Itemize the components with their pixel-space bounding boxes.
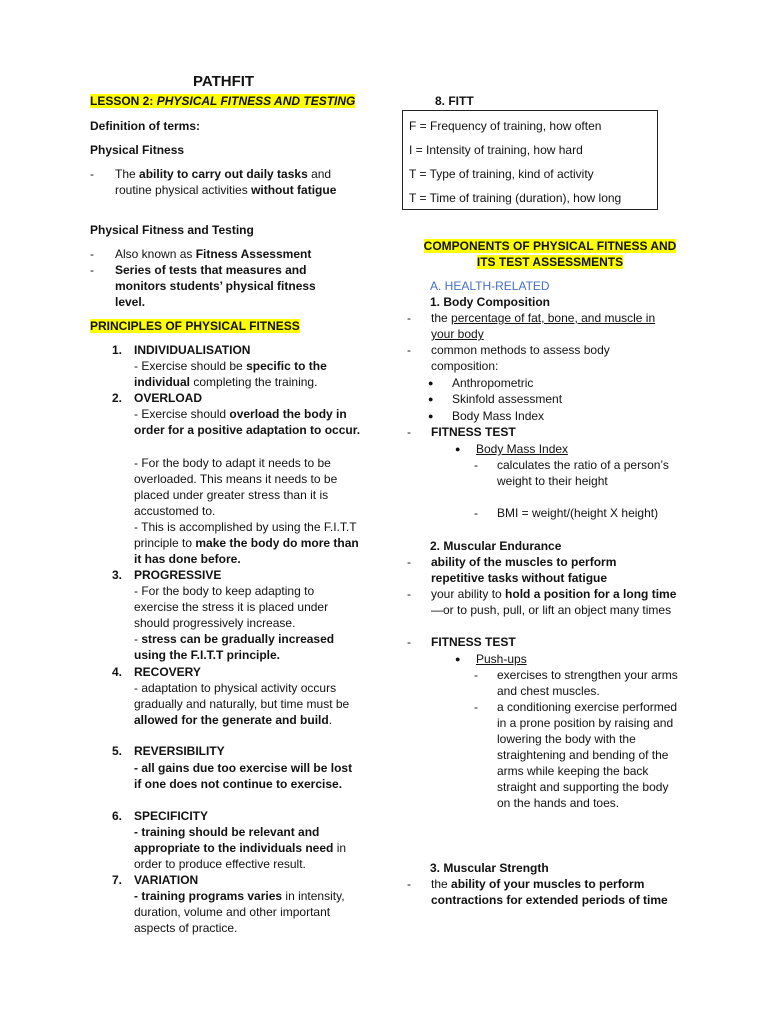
fitness-test-name: ● Push-ups	[455, 652, 527, 666]
muscular-endurance-title: 2. Muscular Endurance	[430, 539, 562, 553]
muscular-strength-definition: - the ability of your muscles to perform contractions for extended periods of time	[407, 877, 668, 907]
body-composition-title: 1. Body Composition	[430, 295, 550, 309]
dash: -	[474, 458, 478, 472]
fitt-heading: 8. FITT	[435, 94, 474, 108]
principle-text: - all gains due too exercise will be lost if one does not continue to exercise.	[134, 761, 353, 791]
method-item: ● Body Mass Index	[428, 409, 545, 423]
dash: -	[407, 343, 411, 357]
test-detail: - exercises to strengthen your arms and chest muscles.	[474, 668, 678, 698]
bullet-icon: ●	[428, 378, 434, 388]
test-detail: - BMI = weight/(height X height)	[474, 506, 659, 520]
principles-heading: PRINCIPLES OF PHYSICAL FITNESS	[90, 319, 300, 333]
fitt-line: F = Frequency of training, how often	[409, 119, 602, 133]
dash: -	[90, 263, 94, 277]
method-item: ● Skinfold assessment	[428, 392, 563, 406]
principle-text: - adaptation to physical activity occurs gradually and naturally, but time must be allowed for the generate and build.	[134, 681, 350, 727]
muscular-endurance-definition: - your ability to hold a position for a long time—or to push, pull, or lift an object many times	[407, 587, 677, 617]
page-title: PATHFIT	[193, 73, 255, 90]
principle-text: - stress can be gradually increased using the F.I.T.T principle.	[134, 632, 335, 662]
principle-item: 3. PROGRESSIVE	[112, 568, 222, 582]
bullet-icon: ●	[455, 654, 461, 664]
principle-text: - For the body to adapt it needs to be overloaded. This means it needs to be placed under greater stress than it is accustomed to.	[134, 456, 338, 518]
dash: -	[90, 167, 94, 181]
dash: -	[474, 668, 478, 682]
dash: -	[90, 247, 94, 261]
dash: -	[407, 635, 411, 649]
principle-item: 4. RECOVERY	[112, 665, 201, 679]
dash: -	[407, 555, 411, 569]
lesson-heading: LESSON 2: PHYSICAL FITNESS AND TESTING	[90, 94, 356, 108]
principle-text: - For the body to keep adapting to exercise the stress it is placed under should progressively increase.	[134, 584, 329, 630]
principle-text: - This is accomplished by using the F.I.T.T principle to make the body do more than it has done before.	[134, 520, 359, 566]
test-detail: - calculates the ratio of a person’s weight to their height	[474, 458, 669, 488]
principle-item: 5. REVERSIBILITY	[112, 744, 225, 758]
physical-fitness-heading: Physical Fitness	[90, 143, 185, 157]
health-related-heading: A. HEALTH-RELATED	[430, 279, 550, 293]
fitt-box	[402, 110, 658, 210]
fitt-line: I = Intensity of training, how hard	[409, 143, 583, 157]
dash: -	[407, 311, 411, 325]
pf-testing-item: - Series of tests that measures and monitors students’ physical fitness level.	[90, 263, 316, 309]
bullet-icon: ●	[428, 411, 434, 421]
principle-item: 2. OVERLOAD	[112, 391, 203, 405]
pf-testing-heading: Physical Fitness and Testing	[90, 223, 254, 237]
fitness-test-label: - FITNESS TEST	[407, 425, 516, 439]
definition-heading: Definition of terms:	[90, 119, 200, 133]
dash: -	[407, 877, 411, 891]
principle-text: - training programs varies in intensity, duration, volume and other important aspects of practice.	[134, 889, 345, 935]
fitness-test-label: - FITNESS TEST	[407, 635, 516, 649]
body-composition-methods: - common methods to assess body composition:	[407, 343, 610, 373]
fitness-test-name: ● Body Mass Index	[455, 442, 569, 456]
test-detail: - a conditioning exercise performed in a prone position by raising and lowering the body with the straightening and bending of the arms while keeping the back straight and supporting the body on the hands and toes.	[474, 700, 678, 810]
principle-text: - Exercise should overload the body in order for a positive adaptation to occur.	[134, 407, 361, 437]
dash: -	[474, 700, 478, 714]
muscular-strength-title: 3. Muscular Strength	[430, 861, 549, 875]
principle-item: 6. SPECIFICITY	[112, 809, 209, 823]
dash: -	[474, 506, 478, 520]
bullet-icon: ●	[428, 394, 434, 404]
principle-text: - training should be relevant and appropriate to the individuals need in order to produce effective result.	[134, 825, 347, 871]
bullet-icon: ●	[455, 444, 461, 454]
pf-testing-item: - Also known as Fitness Assessment	[90, 247, 312, 261]
components-heading: COMPONENTS OF PHYSICAL FITNESS AND ITS TEST ASSESSMENTS	[423, 239, 677, 269]
fitt-line: T = Type of training, kind of activity	[409, 167, 594, 181]
dash: -	[407, 425, 411, 439]
fitt-line: T = Time of training (duration), how long	[409, 191, 622, 205]
principle-item: 7. VARIATION	[112, 873, 199, 887]
dash: -	[407, 587, 411, 601]
muscular-endurance-definition: - ability of the muscles to perform repetitive tasks without fatigue	[407, 555, 617, 585]
physical-fitness-definition: - The ability to carry out daily tasks and routine physical activities without fatigue	[90, 167, 337, 197]
principle-item: 1. INDIVIDUALISATION	[112, 343, 251, 357]
body-composition-definition: - the percentage of fat, bone, and muscle in your body	[407, 311, 656, 341]
method-item: ● Anthropometric	[428, 376, 534, 390]
principle-text: - Exercise should be specific to the individual completing the training.	[134, 359, 327, 389]
